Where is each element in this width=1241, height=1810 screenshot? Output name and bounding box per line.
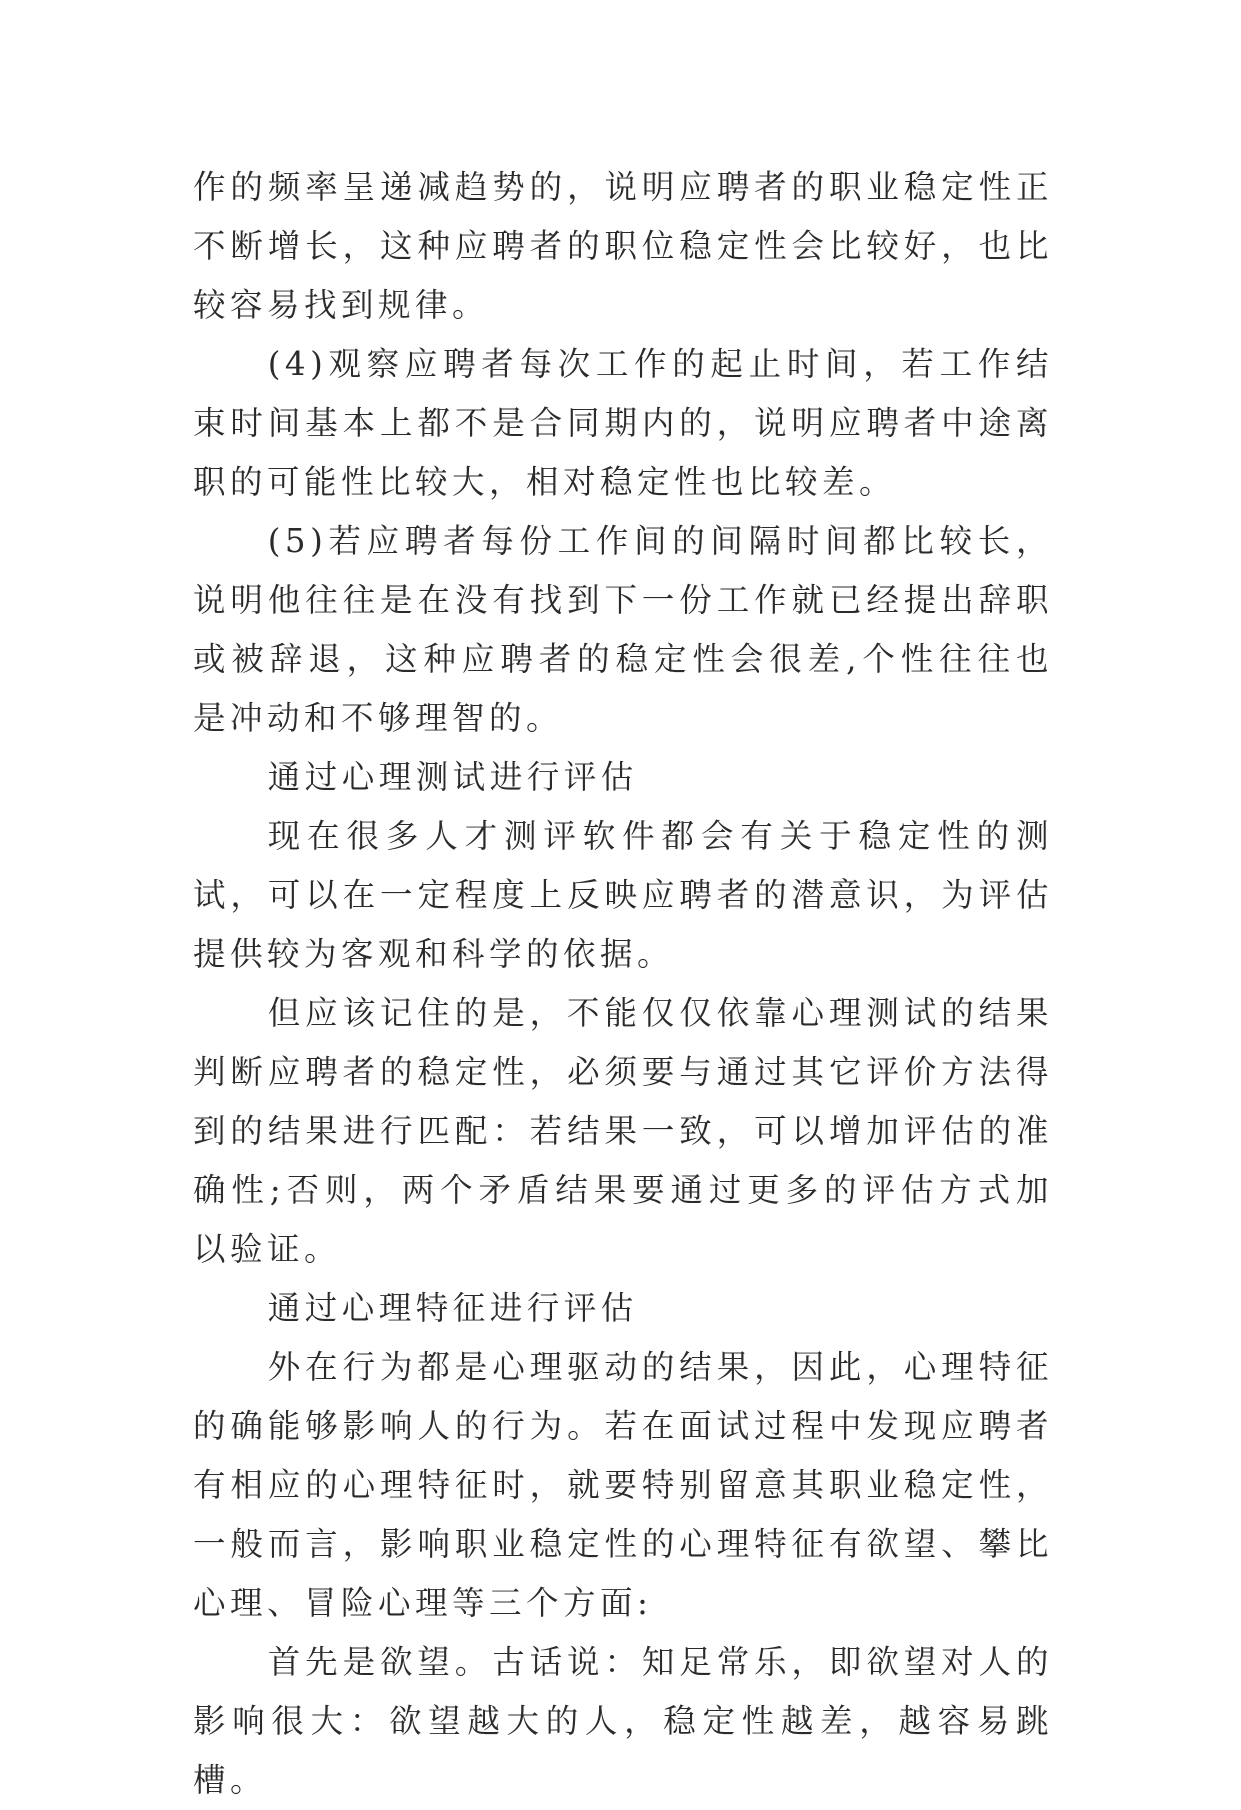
section-heading-psych-test: 通过心理测试进行评估 <box>267 758 638 796</box>
paragraph-2: (4)观察应聘者每次工作的起止时间，若工作结束时间基本上都不是合同期内的，说明应聘者中途离职的可能性比较大，相对稳定性也比较差。 <box>193 345 1053 501</box>
paragraph-7: 首先是欲望。古话说：知足常乐，即欲望对人的影响很大：欲望越大的人，稳定性越差，越容易跳槽。 <box>193 1643 1053 1799</box>
paragraph-4: 现在很多人才测评软件都会有关于稳定性的测试，可以在一定程度上反映应聘者的潜意识，为评估提供较为客观和科学的依据。 <box>193 817 1053 973</box>
paragraph-5: 但应该记住的是，不能仅仅依靠心理测试的结果判断应聘者的稳定性，必须要与通过其它评价方法得到的结果进行匹配：若结果一致，可以增加评估的准确性;否则，两个矛盾结果要通过更多的评估方式加以验证。 <box>193 994 1053 1268</box>
paragraph-6: 外在行为都是心理驱动的结果，因此，心理特征的确能够影响人的行为。若在面试过程中发现应聘者有相应的心理特征时，就要特别留意其职业稳定性，一般而言，影响职业稳定性的心理特征有欲望、攀比心理、冒险心理等三个方面: <box>193 1348 1053 1622</box>
paragraph-3: (5)若应聘者每份工作间的间隔时间都比较长，说明他往往是在没有找到下一份工作就已经提出辞职或被辞退，这种应聘者的稳定性会很差,个性往往也是冲动和不够理智的。 <box>193 522 1053 737</box>
paragraph-1: 作的频率呈递减趋势的，说明应聘者的职业稳定性正不断增长，这种应聘者的职位稳定性会比较好，也比较容易找到规律。 <box>193 168 1053 324</box>
document-body <box>193 158 1053 1810</box>
section-heading-psych-traits: 通过心理特征进行评估 <box>267 1289 638 1327</box>
